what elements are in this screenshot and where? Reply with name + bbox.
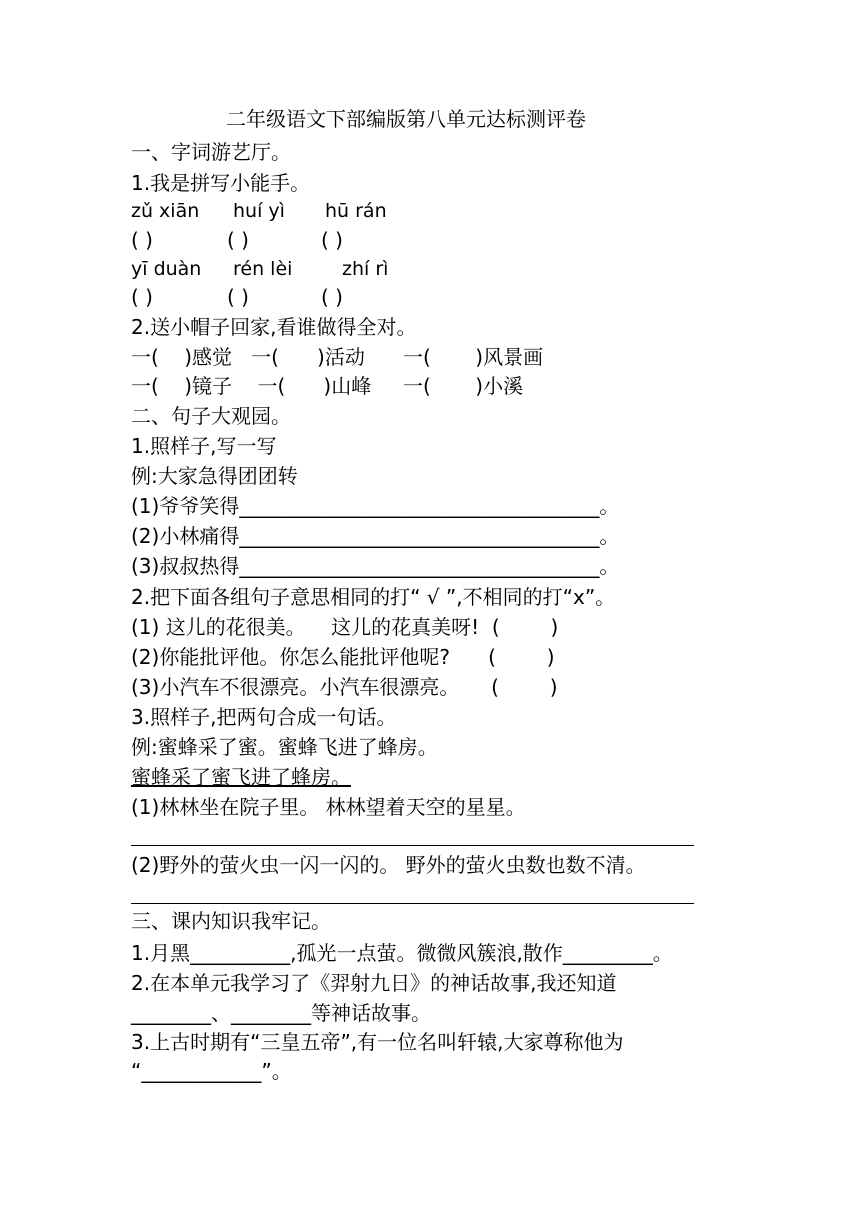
s2-q2-prompt: 2.把下面各组句子意思相同的打“ √ ”,不相同的打“x”。 xyxy=(131,585,616,609)
emperor-answer-blank[interactable]: “____________”。 xyxy=(131,1059,292,1083)
page-title: 二年级语文下部编版第八单元达标测评卷 xyxy=(226,107,586,131)
combine-item: (2)野外的萤火虫一闪一闪的。 野外的萤火虫数也数不清。 xyxy=(131,853,646,877)
answer-box[interactable]: ( ) xyxy=(321,285,343,309)
s2-q1-prompt: 1.照样子,写一写 xyxy=(131,434,277,458)
measure-word-row-2[interactable]: 一( )镜子 一( )山峰 一( )小溪 xyxy=(131,374,524,398)
answer-box[interactable]: ( ) xyxy=(227,228,249,252)
answer-box[interactable]: ( ) xyxy=(321,228,343,252)
s2-q1-example: 例:大家急得团团转 xyxy=(131,464,298,488)
q2-prompt: 2.送小帽子回家,看谁做得全对。 xyxy=(131,315,417,339)
poem-fill-item[interactable]: 1.月黑__________,孤光一点萤。微微风簇浪,散作_________。 xyxy=(131,941,673,965)
pinyin-4: yī duàn xyxy=(131,258,202,280)
s2-q3-example-answer: 蜜蜂采了蜜飞进了蜂房。 xyxy=(131,765,351,789)
fill-in-item[interactable]: (3)叔叔热得____________________________________。 xyxy=(131,554,620,578)
myth-question: 2.在本单元我学习了《羿射九日》的神话故事,我还知道 xyxy=(131,971,617,995)
fill-in-item[interactable]: (1)爷爷笑得____________________________________。 xyxy=(131,494,620,518)
pinyin-1: zǔ xiān xyxy=(131,200,200,222)
judge-item[interactable]: (3)小汽车不很漂亮。小汽车很漂亮。 ( ) xyxy=(131,675,558,699)
emperor-question: 3.上古时期有“三皇五帝”,有一位名叫轩辕,大家尊称他为 xyxy=(131,1030,624,1054)
answer-line[interactable] xyxy=(131,845,694,846)
answer-box[interactable]: ( ) xyxy=(131,228,153,252)
q1-prompt: 1.我是拼写小能手。 xyxy=(131,171,311,195)
pinyin-3: hū rán xyxy=(325,200,387,222)
pinyin-2: huí yì xyxy=(233,200,285,222)
judge-item[interactable]: (1) 这儿的花很美。 这儿的花真美呀! ( ) xyxy=(131,615,559,639)
s2-q3-prompt: 3.照样子,把两句合成一句话。 xyxy=(131,705,397,729)
fill-in-item[interactable]: (2)小林痛得____________________________________。 xyxy=(131,524,620,548)
judge-item[interactable]: (2)你能批评他。你怎么能批评他呢? ( ) xyxy=(131,645,555,669)
myth-answer-blanks[interactable]: ________、________等神话故事。 xyxy=(131,1001,431,1025)
s2-q3-example: 例:蜜蜂采了蜜。蜜蜂飞进了蜂房。 xyxy=(131,735,438,759)
section-2-heading: 二、句子大观园。 xyxy=(131,404,291,428)
pinyin-5: rén lèi xyxy=(233,258,293,280)
answer-line[interactable] xyxy=(131,903,694,904)
section-1-heading: 一、字词游艺厅。 xyxy=(131,140,291,164)
answer-box[interactable]: ( ) xyxy=(131,285,153,309)
answer-box[interactable]: ( ) xyxy=(227,285,249,309)
measure-word-row-1[interactable]: 一( )感觉 一( )活动 一( )风景画 xyxy=(131,345,544,369)
section-3-heading: 三、课内知识我牢记。 xyxy=(131,909,331,933)
combine-item: (1)林林坐在院子里。 林林望着天空的星星。 xyxy=(131,795,526,819)
pinyin-6: zhí rì xyxy=(342,258,389,280)
